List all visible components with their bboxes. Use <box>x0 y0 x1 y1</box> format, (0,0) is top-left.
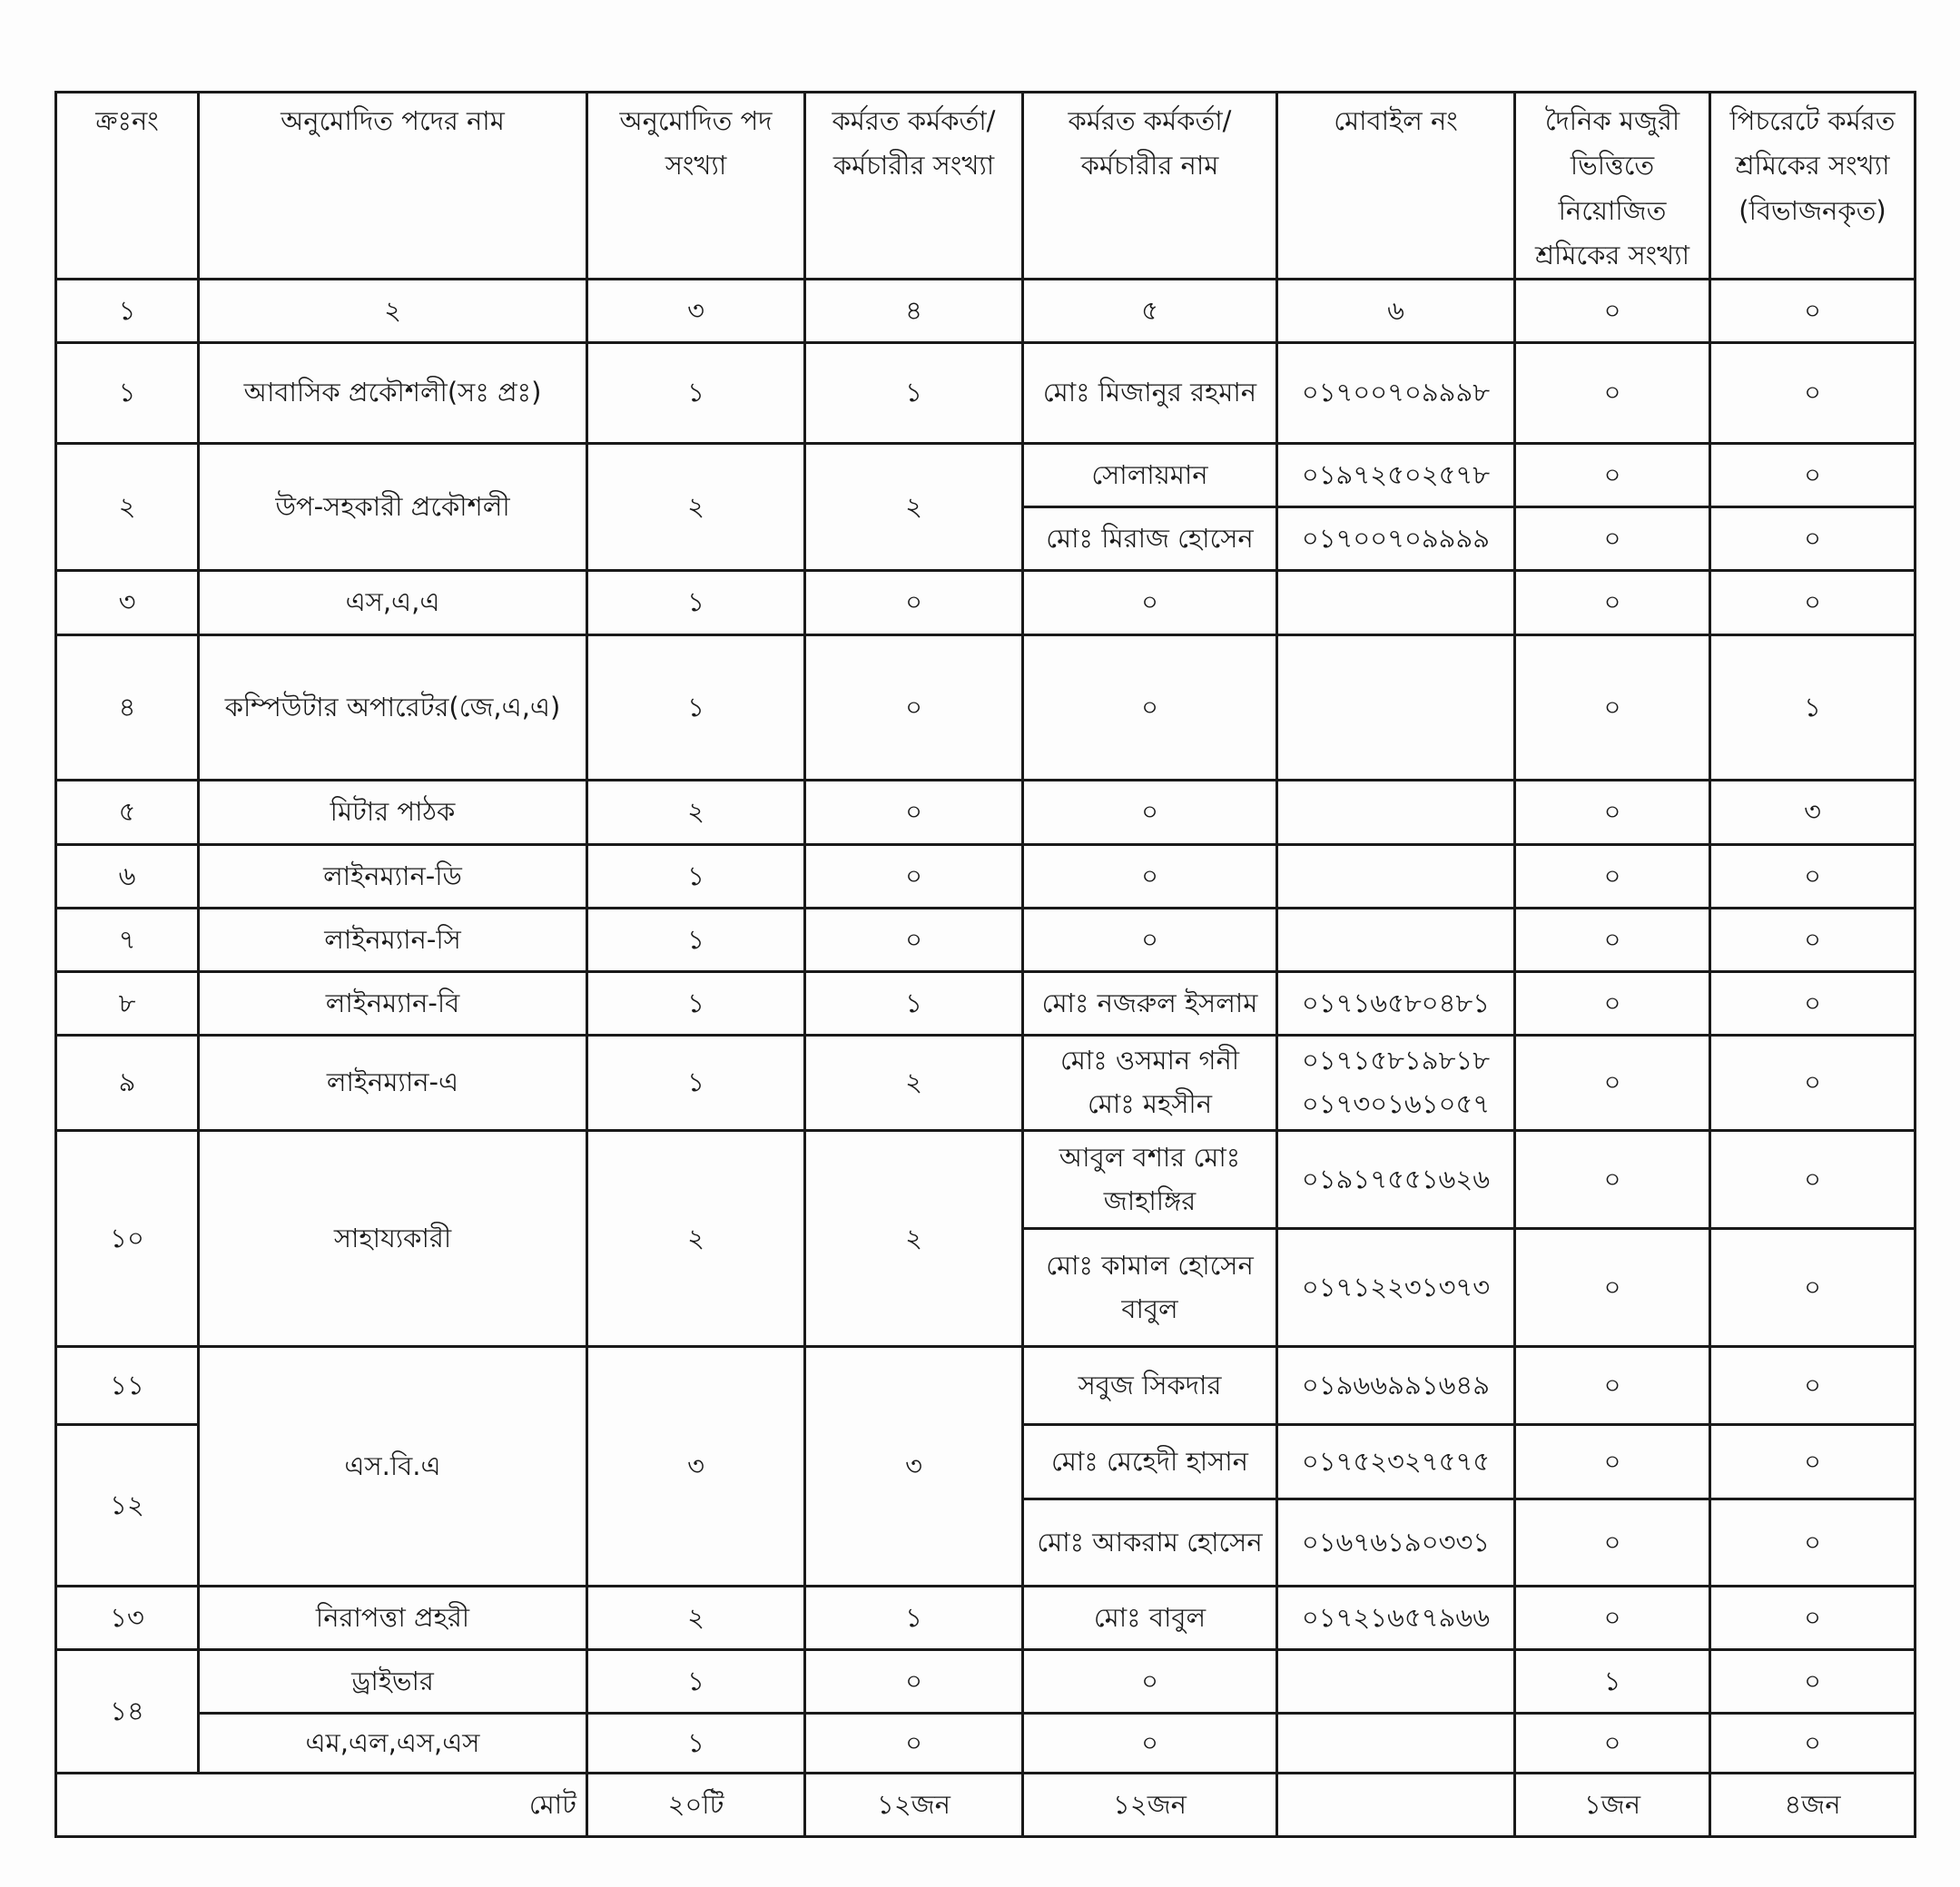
approved-cell: ২ <box>587 444 805 571</box>
total-daily-wage: ১জন <box>1515 1774 1710 1837</box>
header-serial: ক্রঃনং <box>56 93 199 280</box>
header-working-names: কর্মরত কর্মকর্তা/কর্মচারীর নাম <box>1023 93 1277 280</box>
piece-rate-cell: ০ <box>1710 1131 1916 1229</box>
piece-rate-cell: ০ <box>1710 845 1916 909</box>
employee-name-cell: ০ <box>1023 845 1277 909</box>
piece-rate-cell: ০ <box>1710 1347 1916 1425</box>
employee-name-cell <box>1023 1036 1277 1131</box>
approved-cell: ১ <box>587 1036 805 1131</box>
employee-name-cell: ০ <box>1023 1650 1277 1714</box>
approved-cell: ১ <box>587 909 805 972</box>
serial-cell: ৪ <box>56 635 199 781</box>
mobile-cell <box>1277 1714 1515 1774</box>
table-row <box>56 1650 1916 1714</box>
table-row <box>56 1036 1916 1131</box>
employee-name-cell: মোঃ নজরুল ইসলাম <box>1023 972 1277 1036</box>
mobile-number: ০১৭৩০১৬১০৫৭ <box>1301 1088 1491 1120</box>
mobile-cell: ০১৭১৬৫৮০৪৮১ <box>1277 972 1515 1036</box>
serial-cell: ৬ <box>56 845 199 909</box>
daily-wage-cell: ০ <box>1515 1425 1710 1499</box>
piece-rate-cell: ৩ <box>1710 781 1916 845</box>
employee-name-cell: মোঃ আকরাম হোসেন <box>1023 1499 1277 1587</box>
serial-cell: ১২ <box>56 1425 199 1587</box>
daily-wage-cell: ০ <box>1515 1229 1710 1347</box>
employee-name-cell: ০ <box>1023 1714 1277 1774</box>
working-count-cell: ১ <box>805 343 1023 444</box>
table-row <box>56 444 1916 507</box>
total-label: মোট <box>56 1774 587 1837</box>
post-name-cell: ড্রাইভার <box>199 1650 587 1714</box>
employee-name-part: জাহাঙ্গির <box>1103 1184 1197 1216</box>
working-count-cell: ১ <box>805 1587 1023 1650</box>
working-count-cell: ০ <box>805 1714 1023 1774</box>
approved-cell: ১ <box>587 571 805 635</box>
daily-wage-cell: ০ <box>1515 571 1710 635</box>
piece-rate-cell: ০ <box>1710 1587 1916 1650</box>
daily-wage-cell: ০ <box>1515 635 1710 781</box>
employee-name-part: বাবুল <box>1121 1292 1178 1324</box>
table-row <box>56 845 1916 909</box>
approved-cell: ১ <box>587 343 805 444</box>
mobile-cell: ০১৭২১৬৫৭৯৬৬ <box>1277 1587 1515 1650</box>
approved-cell: ১ <box>587 1714 805 1774</box>
working-count-cell: ২ <box>805 1036 1023 1131</box>
column-number: ২ <box>199 280 587 343</box>
total-mobile <box>1277 1774 1515 1837</box>
daily-wage-cell: ০ <box>1515 343 1710 444</box>
serial-cell: ৮ <box>56 972 199 1036</box>
mobile-cell: ০১৭০০৭০৯৯৯৮ <box>1277 343 1515 444</box>
working-count-cell: ০ <box>805 571 1023 635</box>
column-number: ৫ <box>1023 280 1277 343</box>
serial-cell: ১১ <box>56 1347 199 1425</box>
employee-name-cell: ০ <box>1023 781 1277 845</box>
employee-name-cell: সোলায়মান <box>1023 444 1277 507</box>
employee-name-cell: মোঃ মিজানুর রহমান <box>1023 343 1277 444</box>
employee-name: মোঃ ওসমান গনী <box>1059 1045 1240 1076</box>
piece-rate-cell: ১ <box>1710 635 1916 781</box>
header-mobile: মোবাইল নং <box>1277 93 1515 280</box>
working-count-cell: ০ <box>805 1650 1023 1714</box>
header-piece-rate: পিচরেটে কর্মরত শ্রমিকের সংখ্যা (বিভাজনকৃত) <box>1710 93 1916 280</box>
employee-name-cell: মোঃ মেহেদী হাসান <box>1023 1425 1277 1499</box>
approved-cell: ২ <box>587 1587 805 1650</box>
post-name-cell: উপ-সহকারী প্রকৌশলী <box>199 444 587 571</box>
approved-cell: ১ <box>587 972 805 1036</box>
column-number: ৪ <box>805 280 1023 343</box>
piece-rate-cell: ০ <box>1710 1714 1916 1774</box>
column-number: ৩ <box>587 280 805 343</box>
serial-cell: ১০ <box>56 1131 199 1347</box>
employee-name-cell: মোঃ মিরাজ হোসেন <box>1023 507 1277 571</box>
mobile-cell <box>1277 1650 1515 1714</box>
post-name-cell: লাইনম্যান-এ <box>199 1036 587 1131</box>
post-name-cell: আবাসিক প্রকৌশলী(সঃ প্রঃ) <box>199 343 587 444</box>
mobile-cell <box>1277 635 1515 781</box>
piece-rate-cell: ০ <box>1710 972 1916 1036</box>
mobile-cell <box>1277 909 1515 972</box>
piece-rate-cell: ০ <box>1710 909 1916 972</box>
employee-name-part: মোঃ কামাল হোসেন <box>1046 1249 1254 1281</box>
column-number: ৬ <box>1277 280 1515 343</box>
working-count-cell: ০ <box>805 909 1023 972</box>
table-row <box>56 1347 1916 1425</box>
serial-cell: ৩ <box>56 571 199 635</box>
serial-cell: ২ <box>56 444 199 571</box>
daily-wage-cell: ০ <box>1515 507 1710 571</box>
piece-rate-cell: ০ <box>1710 1036 1916 1131</box>
daily-wage-cell: ০ <box>1515 1036 1710 1131</box>
daily-wage-cell: ০ <box>1515 444 1710 507</box>
column-number: ১ <box>56 280 199 343</box>
post-name-cell: এম,এল,এস,এস <box>199 1714 587 1774</box>
employee-name-cell: মোঃ বাবুল <box>1023 1587 1277 1650</box>
employee-name-cell: ০ <box>1023 635 1277 781</box>
table-row <box>56 571 1916 635</box>
working-count-cell: ১ <box>805 972 1023 1036</box>
total-piece-rate: ৪জন <box>1710 1774 1916 1837</box>
working-count-cell: ২ <box>805 444 1023 571</box>
header-row <box>56 93 1916 280</box>
daily-wage-cell: ১ <box>1515 1650 1710 1714</box>
post-name-cell: সাহায্যকারী <box>199 1131 587 1347</box>
serial-cell: ৯ <box>56 1036 199 1131</box>
mobile-cell: ০১৭১২২৩১৩৭৩ <box>1277 1229 1515 1347</box>
piece-rate-cell: ০ <box>1710 444 1916 507</box>
header-daily-wage: দৈনিক মজুরী ভিত্তিতে নিয়োজিত শ্রমিকের সংখ্যা <box>1515 93 1710 280</box>
post-name-cell: কম্পিউটার অপারেটর(জে,এ,এ) <box>199 635 587 781</box>
employee-name-cell <box>1023 1229 1277 1347</box>
mobile-cell: ০১৯৭২৫০২৫৭৮ <box>1277 444 1515 507</box>
serial-cell: ১৪ <box>56 1650 199 1774</box>
daily-wage-cell: ০ <box>1515 972 1710 1036</box>
piece-rate-cell: ০ <box>1710 571 1916 635</box>
post-name-cell: লাইনম্যান-ডি <box>199 845 587 909</box>
approved-cell: ৩ <box>587 1347 805 1587</box>
piece-rate-cell: ০ <box>1710 1425 1916 1499</box>
post-name-cell: লাইনম্যান-সি <box>199 909 587 972</box>
daily-wage-cell: ০ <box>1515 1131 1710 1229</box>
daily-wage-cell: ০ <box>1515 1499 1710 1587</box>
post-name-cell: লাইনম্যান-বি <box>199 972 587 1036</box>
table-row <box>56 909 1916 972</box>
working-count-cell: ০ <box>805 635 1023 781</box>
header-post-name: অনুমোদিত পদের নাম <box>199 93 587 280</box>
working-count-cell: ৩ <box>805 1347 1023 1587</box>
serial-cell: ১ <box>56 343 199 444</box>
post-name-cell: এস.বি.এ <box>199 1347 587 1587</box>
employee-name-cell <box>1023 1131 1277 1229</box>
staff-table <box>54 91 1916 1838</box>
daily-wage-cell: ০ <box>1515 781 1710 845</box>
column-number: ০ <box>1710 280 1916 343</box>
table-row <box>56 1131 1916 1229</box>
column-number-row <box>56 280 1916 343</box>
serial-cell: ৫ <box>56 781 199 845</box>
serial-cell: ১৩ <box>56 1587 199 1650</box>
total-row <box>56 1774 1916 1837</box>
working-count-cell: ২ <box>805 1131 1023 1347</box>
mobile-cell <box>1277 781 1515 845</box>
mobile-cell: ০১৯৬৬৯৯১৬৪৯ <box>1277 1347 1515 1425</box>
daily-wage-cell: ০ <box>1515 1587 1710 1650</box>
post-name-cell: মিটার পাঠক <box>199 781 587 845</box>
daily-wage-cell: ০ <box>1515 1347 1710 1425</box>
mobile-cell: ০১৬৭৬১৯০৩৩১ <box>1277 1499 1515 1587</box>
total-approved: ২০টি <box>587 1774 805 1837</box>
table-row <box>56 343 1916 444</box>
piece-rate-cell: ০ <box>1710 1229 1916 1347</box>
column-number: ০ <box>1515 280 1710 343</box>
daily-wage-cell: ০ <box>1515 909 1710 972</box>
approved-cell: ২ <box>587 1131 805 1347</box>
piece-rate-cell: ০ <box>1710 343 1916 444</box>
working-count-cell: ০ <box>805 845 1023 909</box>
total-names: ১২জন <box>1023 1774 1277 1837</box>
mobile-number: ০১৭১৫৮১৯৮১৮ <box>1301 1045 1491 1076</box>
mobile-cell: ০১৭৫২৩২৭৫৭৫ <box>1277 1425 1515 1499</box>
piece-rate-cell: ০ <box>1710 1499 1916 1587</box>
approved-cell: ১ <box>587 635 805 781</box>
working-count-cell: ০ <box>805 781 1023 845</box>
daily-wage-cell: ০ <box>1515 845 1710 909</box>
employee-name-cell: ০ <box>1023 571 1277 635</box>
table-row <box>56 635 1916 781</box>
table-row <box>56 1587 1916 1650</box>
mobile-cell: ০১৭০০৭০৯৯৯৯ <box>1277 507 1515 571</box>
mobile-cell <box>1277 1036 1515 1131</box>
header-approved-posts: অনুমোদিত পদ সংখ্যা <box>587 93 805 280</box>
header-working-count: কর্মরত কর্মকর্তা/কর্মচারীর সংখ্যা <box>805 93 1023 280</box>
approved-cell: ২ <box>587 781 805 845</box>
piece-rate-cell: ০ <box>1710 507 1916 571</box>
mobile-cell <box>1277 571 1515 635</box>
mobile-cell <box>1277 845 1515 909</box>
total-working: ১২জন <box>805 1774 1023 1837</box>
employee-name-part: আবুল বশার মোঃ <box>1059 1141 1241 1173</box>
serial-cell: ৭ <box>56 909 199 972</box>
mobile-cell: ০১৯১৭৫৫১৬২৬ <box>1277 1131 1515 1229</box>
employee-name-cell: সবুজ সিকদার <box>1023 1347 1277 1425</box>
employee-name-cell: ০ <box>1023 909 1277 972</box>
table-row <box>56 1714 1916 1774</box>
post-name-cell: নিরাপত্তা প্রহরী <box>199 1587 587 1650</box>
piece-rate-cell: ০ <box>1710 1650 1916 1714</box>
table-row <box>56 972 1916 1036</box>
approved-cell: ১ <box>587 1650 805 1714</box>
approved-cell: ১ <box>587 845 805 909</box>
table-row <box>56 781 1916 845</box>
daily-wage-cell: ০ <box>1515 1714 1710 1774</box>
employee-name: মোঃ মহসীন <box>1087 1088 1213 1120</box>
post-name-cell: এস,এ,এ <box>199 571 587 635</box>
